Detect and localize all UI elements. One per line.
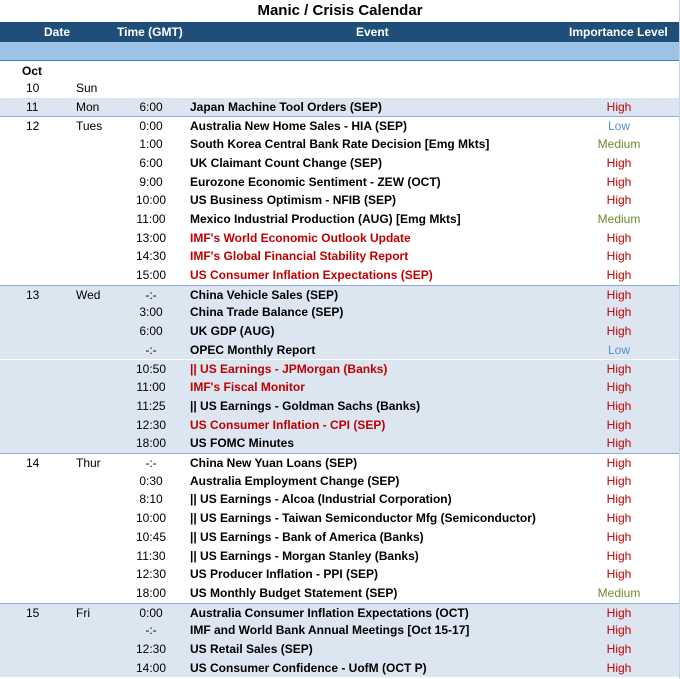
time-cell: 8:10 — [139, 492, 163, 507]
importance-cell: High — [606, 660, 632, 675]
table-row — [0, 378, 680, 397]
table-row — [0, 509, 680, 528]
importance-cell: High — [606, 249, 632, 264]
time-cell: -:- — [145, 342, 157, 357]
table-row — [0, 135, 680, 154]
event-cell: US FOMC Minutes — [190, 436, 294, 451]
table-row — [0, 434, 680, 453]
importance-cell: Low — [607, 342, 630, 357]
importance-cell: Medium — [597, 211, 641, 226]
event-cell: Eurozone Economic Sentiment - ZEW (OCT) — [190, 174, 441, 189]
event-cell: IMF's Fiscal Monitor — [190, 380, 305, 395]
table-row — [0, 98, 680, 117]
weekday-cell: Thur — [76, 456, 101, 470]
time-cell: 9:00 — [139, 174, 163, 189]
event-cell: US Business Optimism - NFIB (SEP) — [190, 193, 397, 208]
table-row — [0, 584, 680, 603]
table-row — [0, 285, 680, 304]
table-row — [0, 640, 680, 659]
event-cell: IMF's Global Financial Stability Report — [190, 249, 409, 264]
importance-cell: High — [606, 268, 632, 282]
table-row — [0, 397, 680, 416]
weekday-cell: Sun — [76, 81, 98, 95]
event-cell: || US Earnings - Taiwan Semiconductor Mfg (Semiconductor) — [190, 511, 536, 526]
importance-cell: High — [606, 436, 632, 451]
time-cell: 10:00 — [135, 511, 167, 526]
date-cell: 15 — [26, 605, 40, 620]
importance-cell: High — [606, 398, 632, 413]
time-cell: -:- — [145, 456, 157, 470]
time-cell: 6:00 — [139, 324, 163, 339]
time-cell: 11:00 — [136, 380, 166, 395]
importance-cell: Medium — [597, 137, 641, 152]
table-row — [0, 472, 680, 491]
time-cell: 6:00 — [139, 99, 163, 114]
time-cell: 18:00 — [135, 436, 167, 451]
event-cell: Australia New Home Sales - HIA (SEP) — [190, 119, 407, 134]
time-cell: 0:00 — [139, 119, 163, 134]
event-cell: Australia Consumer Inflation Expectations (OCT) — [190, 605, 469, 620]
importance-cell: High — [606, 230, 632, 245]
event-cell: IMF's World Economic Outlook Update — [190, 230, 411, 245]
time-cell: -:- — [145, 623, 157, 638]
event-cell: Australia Employment Change (SEP) — [190, 473, 400, 488]
table-row — [0, 303, 680, 322]
importance-cell: High — [606, 305, 632, 320]
time-cell: 18:00 — [135, 585, 167, 600]
table-row — [0, 360, 680, 379]
table-row — [0, 621, 680, 640]
event-cell: UK Claimant Count Change (SEP) — [190, 155, 383, 170]
date-cell: 12 — [26, 119, 40, 134]
time-cell: 14:00 — [135, 660, 167, 675]
date-cell: 10 — [26, 81, 40, 95]
event-cell: Japan Machine Tool Orders (SEP) — [190, 99, 382, 114]
header-spacer-bar — [0, 42, 680, 61]
time-cell: 12:30 — [135, 567, 167, 582]
importance-cell: High — [606, 548, 632, 563]
event-cell: China Trade Balance (SEP) — [190, 305, 344, 320]
time-cell: 14:30 — [135, 249, 167, 264]
importance-cell: Low — [607, 119, 630, 134]
importance-cell: High — [606, 99, 632, 114]
event-cell: UK GDP (AUG) — [190, 324, 275, 339]
weekday-cell: Wed — [76, 287, 101, 302]
time-cell: 13:00 — [135, 230, 167, 245]
table-row — [0, 247, 680, 266]
weekday-cell: Tues — [76, 119, 103, 134]
table-row — [0, 191, 680, 210]
importance-cell: High — [606, 456, 632, 470]
importance-cell: High — [606, 417, 632, 432]
weekday-cell: Mon — [76, 99, 100, 114]
importance-cell: High — [606, 473, 632, 488]
time-cell: -:- — [145, 287, 157, 302]
time-cell: 10:45 — [135, 529, 167, 544]
date-cell: 11 — [26, 99, 39, 114]
time-cell: 6:00 — [139, 155, 163, 170]
importance-cell: High — [606, 492, 632, 507]
header-time: Time (GMT) — [117, 25, 183, 39]
importance-cell: High — [606, 324, 632, 339]
event-cell: US Retail Sales (SEP) — [190, 642, 313, 656]
time-cell: 11:25 — [136, 398, 166, 413]
event-cell: US Monthly Budget Statement (SEP) — [190, 585, 398, 600]
event-cell: || US Earnings - Alcoa (Industrial Corporation) — [190, 492, 452, 507]
event-cell: US Producer Inflation - PPI (SEP) — [190, 567, 379, 582]
table-header — [0, 22, 680, 42]
importance-cell: High — [606, 567, 632, 582]
importance-cell: Medium — [597, 585, 641, 600]
importance-cell: High — [606, 623, 632, 638]
event-cell: China New Yuan Loans (SEP) — [190, 456, 358, 470]
time-cell: 0:00 — [139, 605, 163, 620]
time-cell: 3:00 — [139, 305, 163, 320]
event-cell: US Consumer Confidence - UofM (OCT P) — [190, 660, 427, 675]
table-row — [0, 528, 680, 547]
table-row — [0, 547, 680, 566]
event-cell: China Vehicle Sales (SEP) — [190, 287, 339, 302]
table-row — [0, 116, 680, 135]
event-cell: South Korea Central Bank Rate Decision [Emg Mkts] — [190, 137, 490, 152]
time-cell: 11:00 — [136, 211, 166, 226]
table-row — [0, 79, 680, 98]
importance-cell: High — [606, 529, 632, 544]
importance-cell: High — [606, 361, 632, 376]
table-row — [0, 229, 680, 248]
importance-cell: High — [606, 511, 632, 526]
table-row — [0, 490, 680, 509]
importance-cell: High — [606, 605, 632, 620]
importance-cell: High — [606, 155, 632, 170]
table-row — [0, 565, 680, 584]
time-cell: 1:00 — [139, 137, 163, 152]
time-cell: 15:00 — [135, 268, 167, 282]
weekday-cell: Fri — [76, 605, 90, 620]
header-importance: Importance Level — [569, 25, 668, 39]
time-cell: 11:30 — [136, 548, 166, 563]
table-row — [0, 416, 680, 435]
table-row — [0, 266, 680, 285]
importance-cell: High — [606, 193, 632, 208]
date-cell: 13 — [26, 287, 40, 302]
importance-cell: High — [606, 380, 632, 395]
page-title: Manic / Crisis Calendar — [257, 2, 423, 19]
event-cell: OPEC Monthly Report — [190, 342, 316, 357]
table-row — [0, 659, 680, 678]
event-cell: || US Earnings - Bank of America (Banks) — [190, 529, 424, 544]
table-row — [0, 603, 680, 622]
table-row — [0, 453, 680, 472]
header-date: Date — [44, 25, 71, 39]
event-cell: US Consumer Inflation Expectations (SEP) — [190, 268, 433, 282]
table-row — [0, 341, 680, 360]
event-cell: Mexico Industrial Production (AUG) [Emg Mkts] — [190, 211, 461, 226]
importance-cell: High — [606, 642, 632, 656]
table-row — [0, 210, 680, 229]
table-row — [0, 154, 680, 173]
event-cell: IMF and World Bank Annual Meetings [Oct 15-17] — [190, 623, 470, 638]
time-cell: 12:30 — [135, 417, 167, 432]
table-row — [0, 322, 680, 341]
month-label: Oct — [22, 64, 43, 78]
table-row — [0, 173, 680, 192]
event-cell: || US Earnings - JPMorgan (Banks) — [190, 361, 388, 376]
time-cell: 10:50 — [135, 361, 167, 376]
event-cell: || US Earnings - Morgan Stanley (Banks) — [190, 548, 419, 563]
importance-cell: High — [606, 287, 632, 302]
event-cell: US Consumer Inflation - CPI (SEP) — [190, 417, 386, 432]
date-cell: 14 — [26, 456, 40, 470]
time-cell: 10:00 — [135, 193, 167, 208]
time-cell: 0:30 — [139, 473, 163, 488]
event-cell: || US Earnings - Goldman Sachs (Banks) — [190, 398, 421, 413]
header-event: Event — [356, 25, 389, 39]
time-cell: 12:30 — [135, 642, 167, 656]
importance-cell: High — [606, 174, 632, 189]
